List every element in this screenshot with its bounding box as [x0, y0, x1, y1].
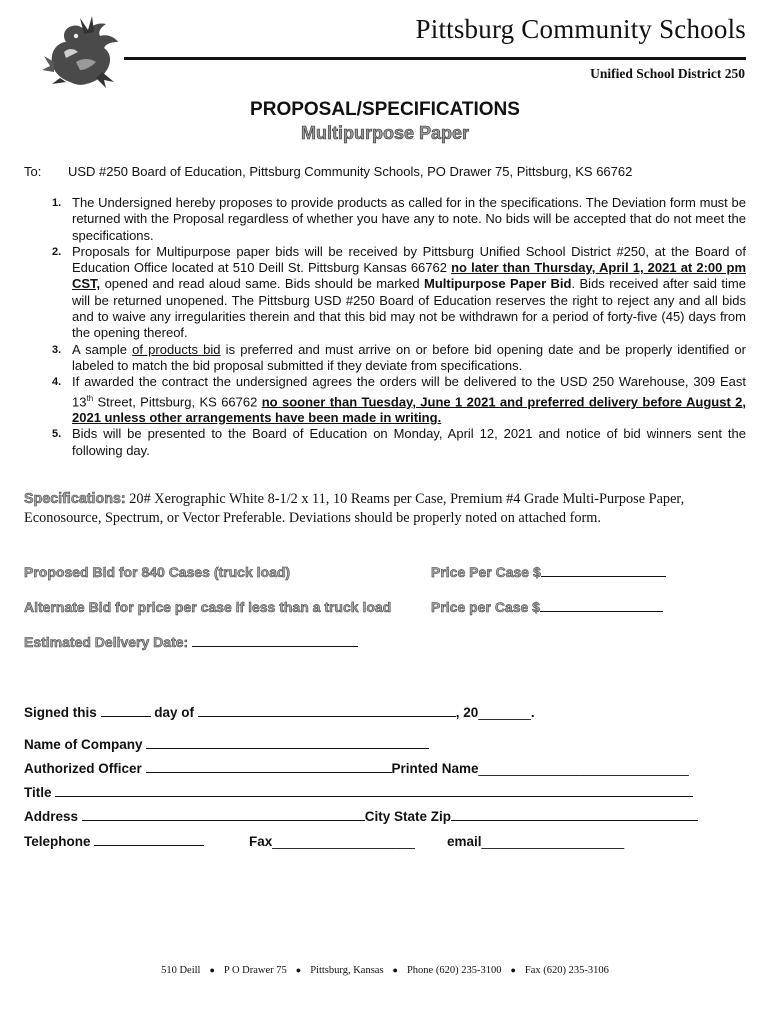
email-row — [447, 834, 624, 849]
dragon-mascot-logo — [40, 12, 122, 88]
telephone-field[interactable] — [94, 835, 204, 846]
term-item — [52, 342, 746, 375]
addressee-line — [24, 164, 632, 179]
underlined-text: of products bid — [132, 341, 221, 357]
fax-label: Fax — [249, 834, 273, 849]
telephone-label: Telephone — [24, 834, 95, 849]
to-label: To: — [24, 164, 42, 179]
term-text: If awarded the contract the undersigned agrees the orders will be delivered to the USD 250 Warehouse, 309 East 13 — [72, 374, 746, 409]
term-number: 5. — [52, 428, 62, 441]
company-row — [24, 737, 429, 752]
price-per-case-row-1 — [431, 564, 666, 580]
signed-this-label: Signed this — [24, 705, 97, 720]
term-text: The Undersigned hereby proposes to provide products as called for in the specifications. The Deviation form must be returned with the Proposal regardless of whether you have any to note. No bids will be accepted that do not meet the specifications. — [72, 195, 746, 243]
footer-address: 510 Deill — [161, 965, 201, 976]
term-text: is preferred and must arrive on or before bid opening date and be properly identified or labeled to match the bid proposal submitted if they deviate from specifications. — [72, 341, 746, 373]
printed-name-label: Printed Name — [391, 761, 479, 776]
signed-row — [24, 705, 535, 720]
school-name: Pittsburg Community Schools — [415, 14, 746, 44]
officer-row — [24, 761, 689, 776]
bullet-icon: ● — [392, 965, 398, 975]
term-item — [52, 374, 746, 426]
address-row — [24, 809, 698, 824]
price-per-case-label: Price Per Case $ — [431, 564, 541, 580]
delivery-date-field[interactable] — [192, 634, 358, 647]
district-name: Unified School District 250 — [590, 66, 745, 81]
address-field[interactable] — [82, 810, 365, 821]
superscript: th — [86, 393, 94, 403]
title-label: Title — [24, 785, 56, 800]
specifications-section — [24, 490, 746, 528]
document-title: PROPOSAL/SPECIFICATIONS — [250, 99, 520, 120]
month-field[interactable] — [198, 706, 456, 717]
bid-marking: Multipurpose Paper Bid — [423, 276, 572, 292]
price-per-case-field[interactable] — [540, 599, 663, 612]
fax-row — [249, 834, 415, 849]
footer — [0, 965, 770, 976]
footer-phone: Phone (620) 235-3100 — [406, 965, 502, 976]
price-per-case-row-2 — [431, 599, 663, 615]
footer-city: Pittsburg, Kansas — [310, 965, 384, 976]
printed-name-field[interactable]: ____________________________ — [478, 761, 689, 776]
title-row — [24, 785, 693, 800]
period: . — [530, 705, 535, 720]
email-label: email — [447, 834, 482, 849]
delivery-date-row — [24, 634, 358, 650]
proposed-bid-label: Proposed Bid for 840 Cases (truck load) — [24, 564, 291, 580]
email-field[interactable]: ___________________ — [481, 834, 625, 849]
term-text: Bids will be presented to the Board of Education on Monday, April 12, 2021 and notice of bid winners sent the following day. — [72, 426, 746, 458]
contact-row — [24, 834, 204, 849]
officer-field[interactable] — [146, 762, 392, 773]
document-subtitle: Multipurpose Paper — [300, 123, 470, 143]
term-text: . Bids received after said time will be returned unopened. The Pittsburg USD #250 Board of Education reserves the right to reject any and all bids and to waive any irregularities therein and that this bid may not be withdrawn for a period of forty-five (45) days from the opening thereof. — [72, 276, 746, 341]
day-of-label: day of — [150, 705, 198, 720]
terms-list — [52, 195, 746, 459]
city-state-zip-label: City State Zip — [364, 809, 452, 824]
term-number: 2. — [52, 245, 62, 258]
year-label: , 20 — [455, 705, 479, 720]
company-label: Name of Company — [24, 737, 147, 752]
company-field[interactable] — [146, 738, 429, 749]
term-item — [52, 195, 746, 244]
delivery-window: no sooner than Tuesday, June 1 2021 and preferred delivery before August 2, 2021 unless other arrangements have been made in writing. — [72, 393, 746, 426]
footer-fax: Fax (620) 235-3106 — [524, 965, 609, 976]
fax-field[interactable]: ___________________ — [272, 834, 415, 849]
officer-label: Authorized Officer — [24, 761, 146, 776]
bid-deadline: no later than Thursday, April 1, 2021 at 2:00 pm CST, — [72, 260, 746, 292]
title-field[interactable] — [55, 786, 693, 797]
term-text: opened and read aloud same. Bids should be marked — [100, 276, 424, 292]
term-item — [52, 426, 746, 459]
price-per-case-field[interactable] — [541, 564, 666, 577]
term-number: 4. — [52, 376, 62, 389]
term-number: 1. — [52, 197, 62, 209]
bullet-icon: ● — [209, 965, 215, 975]
footer-drawer: P O Drawer 75 — [223, 965, 287, 976]
alternate-bid-label: Alternate Bid for price per case if less than a truck load — [24, 599, 392, 615]
term-number: 3. — [52, 343, 62, 356]
bullet-icon: ● — [510, 965, 516, 975]
specifications-label: Specifications: — [24, 491, 126, 507]
city-state-zip-field[interactable] — [451, 810, 698, 821]
day-field[interactable] — [101, 706, 151, 717]
year-field[interactable]: _______ — [478, 705, 531, 720]
bullet-icon: ● — [295, 965, 302, 975]
address-label: Address — [24, 809, 82, 824]
addressee-text: USD #250 Board of Education, Pittsburg Community Schools, PO Drawer 75, Pittsburg, KS 66762 — [68, 164, 633, 179]
specifications-text: 20# Xerographic White 8-1/2 x 11, 10 Reams per Case, Premium #4 Grade Multi-Purpose Paper, Econosource, Spectrum, or Vector Preferable. Deviations should be properly noted on attached form. — [24, 491, 685, 526]
term-text: Street, Pittsburg, KS 66762 — [93, 393, 262, 409]
delivery-date-label: Estimated Delivery Date: — [24, 634, 193, 650]
term-item — [52, 244, 746, 342]
price-per-case-label: Price per Case $ — [431, 599, 540, 615]
header-divider — [124, 57, 746, 60]
term-text: A sample — [72, 341, 133, 357]
term-text: Proposals for Multipurpose paper bids will be received by Pittsburg Unified School District #250, at the Board of Education Office located at 510 Deill St. Pittsburg Kansas 66762 — [72, 243, 746, 276]
